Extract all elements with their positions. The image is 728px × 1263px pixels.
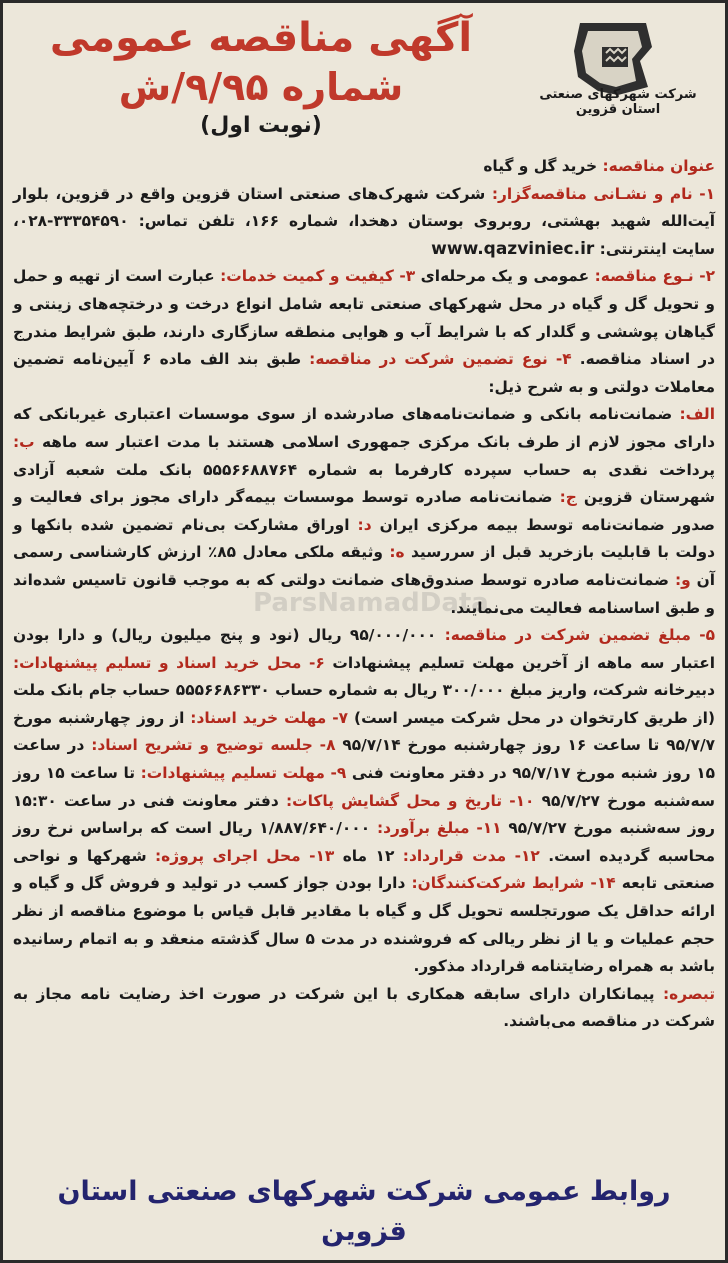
company-name-small: شرکت شهرکهای صنعتی استان قزوین	[539, 87, 697, 117]
website-link[interactable]: www.qazviniec.ir	[431, 238, 595, 259]
s9-text: تا ساعت ۱۵ روز سه‌شنبه مورخ ۹۵/۷/۲۷	[13, 764, 715, 810]
c-label: ج:	[559, 488, 577, 507]
s9-label: ۹- مهلت تسلیم پیشنهادات:	[140, 764, 347, 783]
s3-label: ۳- کیفیت و کمیت خدمات:	[220, 267, 416, 286]
note-text: پیمانکاران دارای سابقه همکاری با این شرکت در صورت اخذ رضایت نامه مجاز به شرکت در مناقصه می‌باشند.	[13, 984, 715, 1031]
s8-text: در ساعت ۱۵ روز شنبه مورخ ۹۵/۷/۱۷ در دفتر معاونت فنی	[13, 736, 716, 783]
s13-label: ۱۳- محل اجرای پروژه:	[155, 846, 335, 865]
s5-label: ۵- مبلغ تضمین شرکت در مناقصه:	[444, 626, 715, 645]
guarantee-options	[13, 401, 715, 622]
s12-label: ۱۲- مدت قرارداد:	[402, 846, 540, 865]
title-block	[41, 13, 481, 141]
subject-line	[13, 153, 715, 181]
s10-label: ۱۰- تاریخ و محل گشایش پاکات:	[286, 791, 535, 810]
v-text: ضمانت‌نامه صادره توسط صندوق‌های ضمانت دولتی که به موجب قانون تاسیس شده‌اند و طبق اساسنامه فعالیت می‌نمایند.	[13, 570, 715, 617]
s7-label: ۷- مهلت خرید اسناد:	[190, 708, 349, 727]
c-text: ضمانت‌نامه صادره توسط موسسات بیمه‌گر دارای مجوز برای فعالیت و صدور ضمانت‌نامه توسط بیمه مرکزی ایران	[13, 488, 715, 534]
b-label: ب:	[13, 432, 35, 451]
notice-round: (نوبت اول)	[200, 113, 322, 138]
s2-text: عمومی و یک مرحله‌ای	[415, 267, 595, 286]
s12-text: ۱۲ ماه	[334, 846, 403, 865]
d-text: اوراق مشارکت بی‌نام تضمین شده بانکها و دولت با قابلیت بازخرید قبل از سررسید	[13, 515, 715, 562]
company-logo-block	[533, 17, 703, 117]
notice-number: شماره ۹/۹۵/ش	[118, 65, 404, 109]
subject-value: خرید گل و گیاه	[483, 157, 603, 175]
s10-text: دفتر معاونت فنی در ساعت ۱۵:۳۰ روز سه‌شنبه مورخ ۹۵/۷/۲۷	[13, 791, 716, 838]
v-label: و:	[674, 570, 691, 589]
notice-body	[13, 153, 715, 1036]
s3-text: عبارت است از تهیه و حمل و تحویل گل و گیاه در محل شهرکهای صنعتی تابعه شامل انواع درخت و درختچه‌های زینتی و گیاهان پوششی و گلدار که با شرایط آب و هوایی منطقه سازگاری دارند، طبق شرایط مندرج در اسناد مناقصه.	[13, 267, 716, 369]
s6-text: دبیرخانه شرکت، واریز مبلغ ۳۰۰/۰۰۰ ریال به شماره حساب ۵۵۵۶۶۸۶۳۳۰ حساب جام بانک ملت (از طریق کارتخوان در محل شرکت میسر است)	[13, 681, 715, 727]
s14-label: ۱۴- شرایط شرکت‌کنندگان:	[411, 874, 616, 893]
note	[13, 981, 715, 1036]
s11-text: ۱/۸۸۷/۶۴۰/۰۰۰ ریال است که براساس نرخ روز محاسبه گردیده است.	[13, 819, 715, 865]
h-text: وثیقه ملکی معادل ۸۵٪ ارزش کارشناسی رسمی آن	[13, 543, 715, 589]
s7-text: از روز چهارشنبه مورخ ۹۵/۷/۷ تا ساعت ۱۶ روز چهارشنبه مورخ ۹۵/۷/۱۴	[13, 708, 716, 755]
s11-label: ۱۱- مبلغ برآورد:	[376, 819, 502, 838]
note-label: تبصره:	[662, 984, 715, 1003]
h-label: ه:	[389, 543, 405, 562]
a-label: الف:	[679, 405, 715, 424]
sections-5-14	[13, 622, 715, 981]
s4-text: طبق بند الف ماده ۶ آیین‌نامه تضمین معاملات دولتی و به شرح ذیل:	[13, 350, 715, 396]
footer-signature: روابط عمومی شرکت شهرکهای صنعتی استان قزوین	[57, 1176, 671, 1247]
s2-label: ۲- نـوع مناقصه:	[594, 267, 715, 286]
s5-text: ۹۵/۰۰۰/۰۰۰ ریال (نود و پنج میلیون ریال) و دارا بودن اعتبار سه ماهه از آخرین مهلت تسلیم پیشنهادات	[13, 626, 715, 672]
a-text: ضمانت‌نامه بانکی و ضمانت‌نامه‌های صادرشده از سوی موسسات اعتباری غیربانکی که دارای مجوز لازم از طرف بانک مرکزی جمهوری اسلامی هستند با مدت اعتبار سه ماهه	[13, 405, 715, 451]
b-text: پرداخت نقدی به حساب سپرده کارفرما به شماره ۵۵۵۶۶۸۸۷۶۴ بانک ملت شعبه آزادی شهرستان قزوین	[13, 460, 715, 507]
s14-text: دارا بودن جواز کسب در تولید و فروش گل و گیاه و ارائه حداقل یک صورتجلسه تحویل گل و گیاه با مقادیر قابل قیاس با موضوع مناقصه از نظر حجم عملیات و یا از نظر ریالی که فروشنده در مدت ۵ سال گذشته منعقد و به اتمام رسانیده باشد به همراه رضایتنامه قرارداد مذکور.	[13, 874, 715, 976]
s6-label: ۶- محل خرید اسناد و تسلیم پیشنهادات:	[13, 653, 325, 672]
watermark: ParsNamadData	[253, 588, 489, 618]
s4-label: ۴- نوع تضمین شرکت در مناقصه:	[309, 350, 572, 369]
section-1	[13, 181, 715, 264]
d-label: د:	[357, 515, 372, 534]
s8-label: ۸- جلسه توضیح و تشریح اسناد:	[91, 736, 336, 755]
subject-label: عنوان مناقصه:	[602, 157, 715, 175]
s1-text: شرکت شهرک‌های صنعتی استان قزوین واقع در قزوین، بلوار آیت‌الله شهید بهشتی، روبروی بوستان دهخدا، شماره ۱۶۶، تلفن تماس: ۳۳۳۵۴۵۹۰-۰۲۸، سایت اینترنتی:	[13, 184, 715, 258]
s13-text: شهرکها و نواحی صنعتی تابعه	[13, 846, 715, 893]
s1-label: ۱- نام و نشـانی مناقصه‌گزار:	[491, 184, 715, 203]
notice-title: آگهی مناقصه عمومی	[49, 15, 473, 61]
section-2-4	[13, 263, 715, 401]
